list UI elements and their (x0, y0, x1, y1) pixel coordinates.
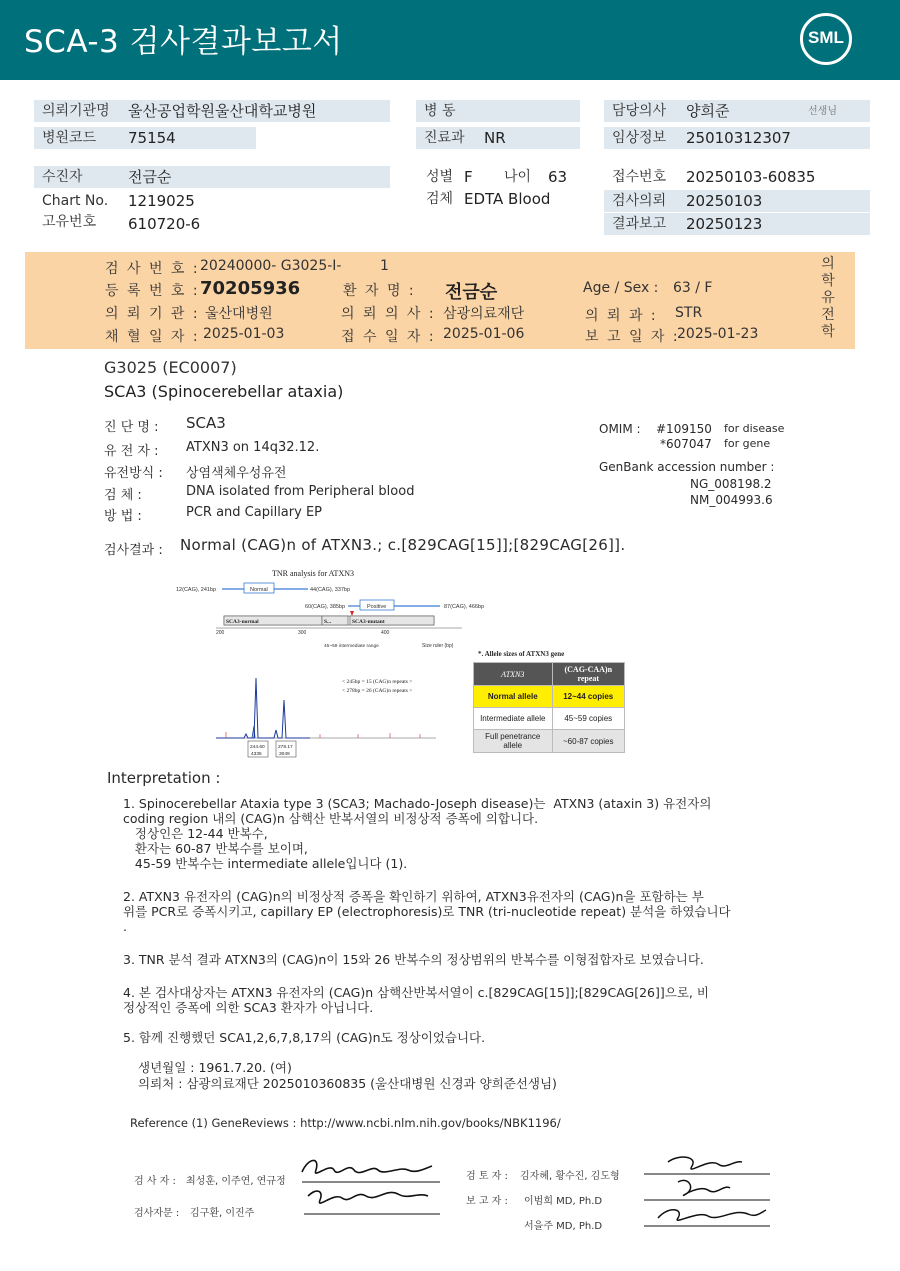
request-org-label: 의뢰기관명 (42, 103, 110, 119)
birth-date: 생년월일 : 1961.7.20. (여) (138, 1060, 292, 1075)
consultant-label: 검사자문 : (134, 1208, 180, 1219)
positive-box-label: Positive (367, 604, 387, 610)
ward-row (416, 100, 580, 122)
specimen-label-2: 검 체 : (104, 488, 142, 503)
intermediate-range-label: 45~59 intermediate range (324, 644, 379, 649)
normal-left-label: 12(CAG), 241bp (176, 587, 217, 593)
clinical-info-value: 25010312307 (686, 129, 791, 147)
allele-row-normal (474, 686, 625, 708)
interpretation-p5: 5. 함께 진행했던 SCA1,2,6,7,8,17의 (CAG)n도 정상이었습니다. (123, 1030, 486, 1045)
patient-label: 수진자 (42, 169, 83, 185)
receipt-no-label: 접수번호 (612, 169, 667, 185)
collect-value: 2025-01-03 (203, 326, 285, 342)
department-value: NR (484, 129, 506, 147)
doctor-suffix: 선생님 (808, 106, 837, 117)
tick-300: 300 (298, 630, 307, 636)
test-request-value: 20250103 (686, 192, 763, 210)
reporter-2: 서을주 MD, Ph.D (524, 1221, 603, 1232)
department-vertical: 의학유전학 (821, 256, 835, 340)
positive-right-label: 87(CAG), 466bp (444, 604, 485, 610)
omim-label: OMIM : (599, 422, 641, 436)
allele-type: Full penetrance allele (474, 730, 553, 753)
req-doctor-label: 의 뢰 의 사 : (341, 306, 436, 322)
consultant-names: 김구환, 이진주 (190, 1208, 255, 1219)
gene-value: ATXN3 on 14q32.12. (186, 440, 320, 455)
chart-no-label: Chart No. (42, 193, 109, 209)
allele-row-full (474, 730, 625, 753)
age-sex-value: 63 / F (673, 280, 713, 296)
allele-type: Normal allele (474, 686, 553, 708)
doctor-label: 담당의사 (612, 103, 667, 119)
result-value: Normal (CAG)n of ATXN3.; c.[829CAG[15]];[829CAG[26]]. (180, 536, 626, 554)
bar-normal-label: SCA3-normal (226, 619, 259, 625)
ward-label: 병 동 (424, 103, 456, 119)
tick-200: 200 (216, 630, 225, 636)
inheritance-value: 상염색체우성유전 (186, 466, 287, 481)
test-request-label: 검사의뢰 (612, 193, 667, 209)
clinical-info-label: 임상정보 (612, 130, 667, 146)
omim-disease: #109150 (656, 422, 712, 436)
page-title: SCA-3 검사결과보고서 (24, 24, 343, 60)
genbank-label: GenBank accession number : (599, 460, 775, 474)
allele-copies: 12~44 copies (552, 686, 625, 708)
report-date-label: 보 고 일 자 : (585, 329, 680, 345)
hospital-code-value: 75154 (128, 129, 176, 147)
age-value: 63 (548, 168, 568, 186)
result-label: 검사결과 : (104, 543, 163, 558)
org-label: 의 뢰 기 관 : (105, 306, 200, 322)
tick-400: 400 (381, 630, 390, 636)
collect-label: 채 혈 일 자 : (105, 329, 200, 345)
omim-gene-note: for gene (724, 437, 771, 450)
reg-no-label: 등 록 번 호 : (105, 283, 200, 299)
hospital-code-label: 병원코드 (42, 130, 97, 146)
unique-no-label: 고유번호 (42, 214, 97, 230)
allele-type: Intermediate allele (474, 708, 553, 730)
reporter-label: 보 고 자 : (466, 1196, 508, 1207)
specimen-label: 검체 (426, 191, 454, 207)
method-label: 방 법 : (104, 509, 142, 524)
interpretation-p2: 2. ATXN3 유전자의 (CAG)n의 비정상적 증폭을 확인하기 위하여, ATXN3유전자의 (CAG)n을 포함하는 부 위를 PCR로 증폭시키고, capillary EP (electrophoresis)로 TNR (tri-nucleotide repeat) 분석을 하였습니다 . (123, 889, 731, 934)
genbank-1: NG_008198.2 (690, 477, 772, 491)
test-name: SCA3 (Spinocerebellar ataxia) (104, 382, 344, 401)
dept-label: 의 뢰 과 : (585, 308, 658, 324)
result-report-label: 결과보고 (612, 216, 667, 232)
allele-copies: ~60-87 copies (552, 730, 625, 753)
examiner-signatures (290, 1140, 470, 1220)
reg-no-value: 70205936 (200, 278, 301, 299)
allele-header-gene: ATXN3 (474, 663, 553, 686)
specimen-value: EDTA Blood (464, 190, 551, 208)
dept-value: STR (675, 305, 703, 321)
test-no-label: 검 사 번 호 : (105, 261, 200, 277)
reviewer-label: 검 토 자 : (466, 1171, 508, 1182)
peak1-size: 244.60 (250, 745, 265, 750)
receipt-no-value: 20250103-60835 (686, 168, 816, 186)
request-org-value: 울산공업학원울산대학교병원 (128, 102, 317, 120)
inheritance-label: 유전방식 : (104, 466, 163, 481)
patient-name-value: 전금순 (445, 282, 498, 303)
diagnosis-value: SCA3 (186, 414, 226, 432)
sml-logo (800, 13, 852, 65)
test-code: G3025 (EC0007) (104, 358, 237, 377)
unique-no-value: 610720-6 (128, 215, 201, 233)
report-date-value: 2025-01-23 (677, 326, 759, 342)
normal-right-label: 44(CAG), 337bp (310, 587, 351, 593)
allele-title: *. Allele sizes of ATXN3 gene (478, 650, 565, 658)
reviewer-signatures (638, 1148, 778, 1232)
bar-mutant-label: SCA3-mutant (352, 619, 385, 625)
specimen-value-2: DNA isolated from Peripheral blood (186, 484, 415, 499)
interpretation-p4: 4. 본 검사대상자는 ATXN3 유전자의 (CAG)n 삼핵산반복서열이 c.[829CAG[15]];[829CAG[26]]으로, 비 정상적인 증폭에 의한 SCA3 환자가 아닙니다. (123, 985, 709, 1015)
allele-size-table (473, 662, 625, 753)
interpretation-title: Interpretation : (107, 769, 221, 787)
peak1-height: 4335 (251, 752, 262, 757)
department-label: 진료과 (424, 130, 465, 146)
method-value: PCR and Capillary EP (186, 505, 322, 520)
positive-left-label: 60(CAG), 385bp (305, 604, 346, 610)
interpretation-p3: 3. TNR 분석 결과 ATXN3의 (CAG)n이 15와 26 반복수의 정상범위의 반복수를 이형접합자로 보였습니다. (123, 952, 704, 967)
receipt-date-label: 접 수 일 자 : (341, 329, 436, 345)
peak2-height: 3049 (279, 752, 290, 757)
diagnosis-label: 진 단 명 : (104, 420, 159, 435)
allele-header-row (474, 663, 625, 686)
peak-note-2: < 278bp = 26 (CAG)n repeats > (342, 688, 413, 694)
interpretation-p1: 1. Spinocerebellar Ataxia type 3 (SCA3; Machado-Joseph disease)는 ATXN3 (ataxin 3) 유전자의 coding region 내의 (CAG)n 삼핵산 반복서열의 비정상적 증폭에 의합니다. 정상인은 12-44 반복수, 환자는 60-87 반복수를 보이며, 45-59 반복수는 intermediate allele입니다 (1). (123, 796, 712, 871)
patient-value: 전금순 (128, 168, 172, 186)
org-value: 울산대병원 (205, 306, 273, 322)
allele-copies: 45~59 copies (552, 708, 625, 730)
genbank-2: NM_004993.6 (690, 493, 773, 507)
figure-title: TNR analysis for ATXN3 (272, 569, 354, 578)
receipt-date-value: 2025-01-06 (443, 326, 525, 342)
doctor-value: 양희준 (686, 102, 730, 120)
allele-row-intermediate (474, 708, 625, 730)
req-doctor-value: 삼광의료재단 (443, 306, 525, 322)
peak2-size: 278.17 (278, 745, 293, 750)
patient-name-label: 환 자 명 : (343, 283, 416, 299)
size-ruler-label: Size ruler (bp) (422, 643, 454, 649)
omim-gene: *607047 (660, 437, 712, 451)
logo-text: SML (808, 28, 844, 47)
result-report-value: 20250123 (686, 215, 763, 233)
requester-info: 의뢰처 : 삼광의료재단 2025010360835 (울산대병원 신경과 양희준선생님) (138, 1076, 557, 1091)
age-label: 나이 (504, 169, 532, 185)
sex-label: 성별 (426, 169, 454, 185)
chart-no-value: 1219025 (128, 192, 195, 210)
examiner-label: 검 사 자 : (134, 1176, 176, 1187)
sample-info-panel (25, 252, 855, 349)
reviewer-names: 김자혜, 황수진, 김도형 (520, 1171, 620, 1182)
sex-value: F (464, 168, 473, 186)
examiner-names: 최성훈, 이주연, 연규정 (186, 1176, 286, 1187)
allele-header-repeat: (CAG-CAA)n repeat (552, 663, 625, 686)
test-no-suffix: 1 (380, 258, 389, 274)
gene-label: 유 전 자 : (104, 444, 159, 459)
peak-note-1: < 245bp = 15 (CAG)n repeats > (342, 679, 413, 685)
age-sex-label: Age / Sex : (583, 280, 659, 296)
reporter-1: 이범희 MD, Ph.D (524, 1196, 603, 1207)
normal-box-label: Normal (250, 587, 268, 593)
omim-disease-note: for disease (724, 422, 785, 435)
reference: Reference (1) GeneReviews : http://www.ncbi.nlm.nih.gov/books/NBK1196/ (130, 1116, 561, 1130)
patient-row (34, 166, 390, 188)
test-no-value: 20240000- G3025-I- (200, 258, 342, 274)
bar-mid-label: S... (324, 619, 332, 625)
report-header (0, 0, 900, 80)
